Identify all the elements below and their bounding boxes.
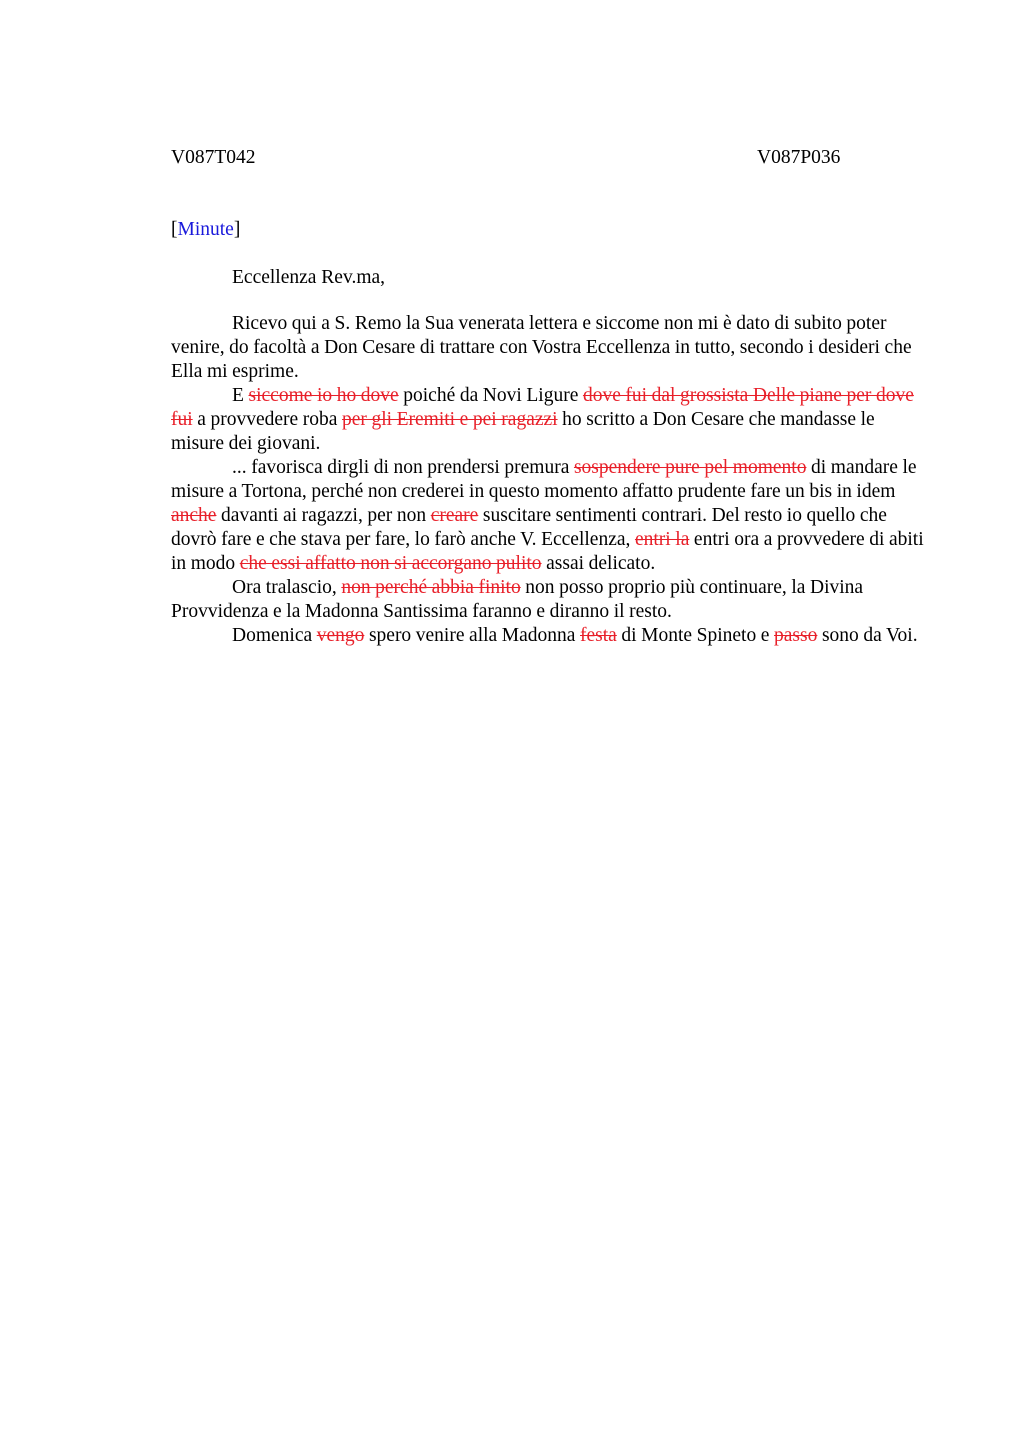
deleted-text: per gli Eremiti e pei ragazzi	[341, 409, 558, 430]
deleted-text: anche	[171, 505, 217, 526]
minute-close-bracket: ]	[233, 219, 241, 240]
letter-paragraph	[171, 312, 927, 384]
deleted-text: passo	[774, 625, 818, 646]
deleted-text: entri la	[634, 529, 690, 550]
paragraph-text: Ora tralascio,	[232, 577, 342, 598]
document-page	[171, 144, 927, 648]
letter-paragraph	[171, 384, 927, 456]
deleted-text: sospendere pure pel momento	[573, 457, 807, 478]
deleted-text: vengo	[316, 625, 365, 646]
letter-paragraph	[171, 456, 927, 576]
deleted-text: dove fui dal grossista Delle piane per dove fui	[171, 385, 914, 430]
paragraph-text: spero venire alla Madonna	[364, 625, 581, 646]
paragraph-text: entri ora a provvedere di abiti in modo	[171, 529, 924, 574]
paragraph-text: di mandare le misure a Tortona, perché non crederei in questo momento affatto prudente fare un bis in idem	[171, 457, 917, 502]
paragraph-text: Ricevo qui a S. Remo la Sua venerata lettera e siccome non mi è dato di subito poter venire, do facoltà a Don Cesare di trattare con Vostra Eccellenza in tutto, secondo i desideri che Ella mi esprime.	[171, 313, 912, 382]
paragraph-text: E	[232, 385, 249, 406]
deleted-text: festa	[580, 625, 617, 646]
paragraph-text: suscitare sentimenti contrari. Del resto io quello che dovrò fare e che stava per fare, lo farò anche V. Eccellenza,	[171, 505, 887, 550]
deleted-text: creare	[430, 505, 479, 526]
paragraph-text: davanti ai ragazzi, per non	[216, 505, 431, 526]
letter-body	[171, 312, 927, 648]
paragraph-text: di Monte Spineto e	[616, 625, 775, 646]
salutation: Eccellenza Rev.ma,	[232, 267, 386, 288]
paragraph-text: sono da Voi.	[817, 625, 918, 646]
paragraph-text: poiché da Novi Ligure	[398, 385, 583, 406]
paragraph-text: non posso proprio più continuare, la Divina Provvidenza e la Madonna Santissima faranno e diranno il resto.	[171, 577, 864, 622]
paragraph-text: a provvedere roba	[192, 409, 342, 430]
letter-paragraph	[171, 576, 927, 624]
deleted-text: siccome io ho dove	[248, 385, 399, 406]
letter-paragraph	[171, 624, 927, 648]
document-code-left: V087T042	[171, 147, 256, 168]
paragraph-text: Domenica	[232, 625, 317, 646]
paragraph-text: ... favorisca dirgli di non prendersi premura	[232, 457, 574, 478]
paragraph-text: assai delicato.	[541, 553, 656, 574]
minute-open-bracket: [	[171, 219, 178, 240]
document-header	[171, 144, 927, 172]
minute-link[interactable]: Minute	[177, 219, 234, 240]
deleted-text: non perché abbia finito	[341, 577, 521, 598]
minute-tag	[171, 216, 927, 244]
document-code-right: V087P036	[757, 147, 841, 168]
deleted-text: che essi affatto non si accorgano pulito	[239, 553, 542, 574]
paragraph-text: ho scritto a Don Cesare che mandasse le misure dei giovani.	[171, 409, 875, 454]
